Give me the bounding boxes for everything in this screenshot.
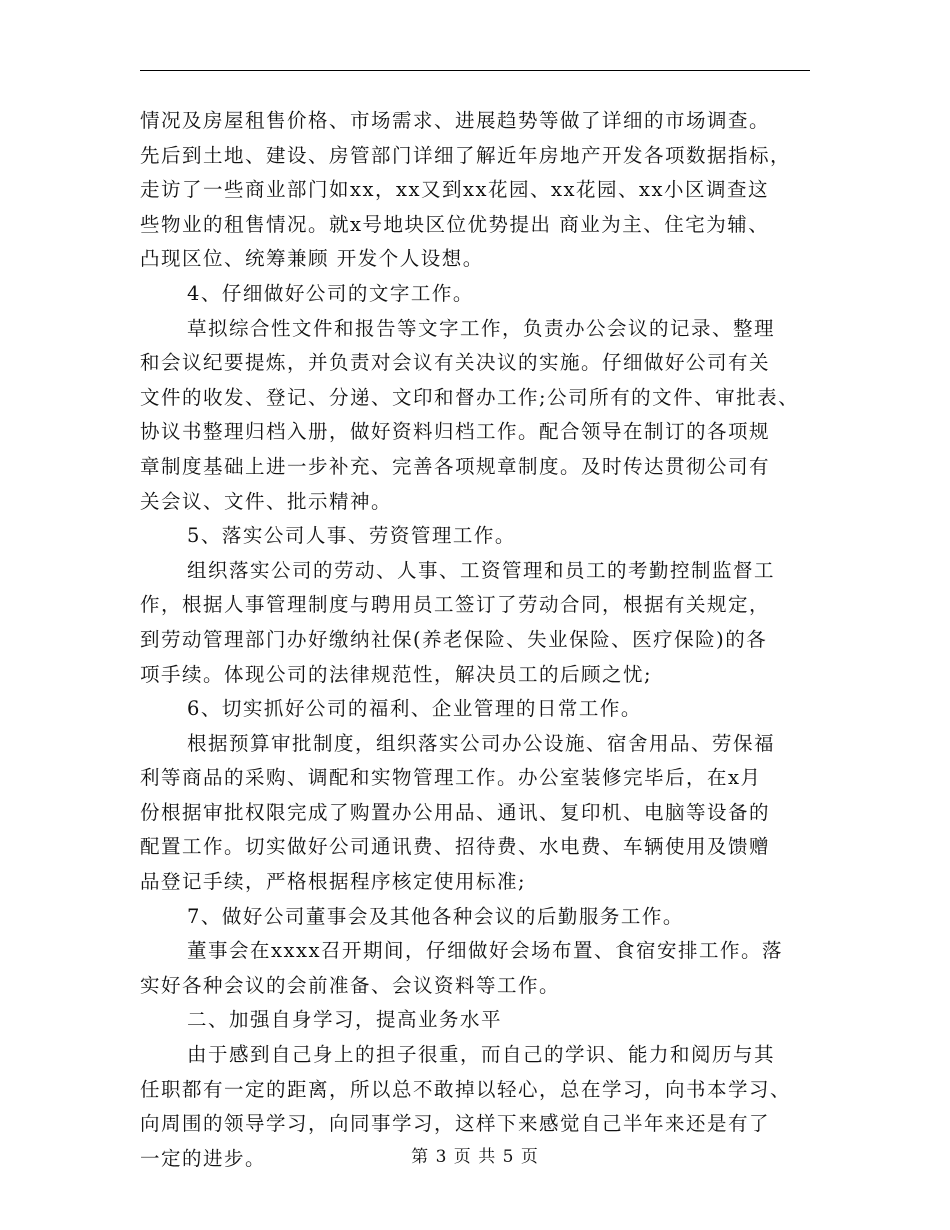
text-line: 些物业的租售情况。就x号地块区位优势提出 商业为主、住宅为辅、	[140, 212, 770, 236]
text-line: 根据预算审批制度，组织落实公司办公设施、宿舍用品、劳保福	[187, 731, 776, 755]
text-line: 品登记手续，严格根据程序核定使用标准;	[140, 870, 527, 894]
text-line: 由于感到自己身上的担子很重，而自己的学识、能力和阅历与其	[187, 1043, 776, 1067]
section-heading: 7、做好公司董事会及其他各种会议的后勤服务工作。	[187, 904, 684, 928]
text-line: 凸现区位、统筹兼顾 开发个人设想。	[140, 247, 484, 271]
header-rule	[140, 70, 810, 71]
text-line: 实好各种会议的会前准备、会议资料等工作。	[140, 973, 561, 997]
text-line: 草拟综合性文件和报告等文字工作，负责办公会议的记录、整理	[187, 316, 776, 340]
text-line: 情况及房屋租售价格、市场需求、进展趋势等做了详细的市场调查。	[140, 109, 771, 132]
section-heading: 6、切实抓好公司的福利、企业管理的日常工作。	[187, 697, 642, 721]
text-line: 向周围的领导学习，向同事学习，这样下来感觉自己半年来还是有了	[140, 1112, 771, 1136]
text-line: 组织落实公司的劳动、人事、工资管理和员工的考勤控制监督工	[187, 558, 776, 582]
section-heading: 4、仔细做好公司的文字工作。	[187, 281, 474, 305]
text-line: 文件的收发、登记、分递、文印和督办工作;公司所有的文件、审批表、	[140, 385, 800, 409]
page-footer: 第 3 页 共 5 页	[411, 1147, 539, 1167]
text-line: 配置工作。切实做好公司通讯费、招待费、水电费、车辆使用及馈赠	[140, 835, 771, 859]
text-line: 任职都有一定的距离，所以总不敢掉以轻心，总在学习，向书本学习、	[140, 1077, 792, 1101]
text-line: 和会议纪要提炼，并负责对会议有关决议的实施。仔细做好公司有关	[140, 351, 771, 375]
text-line: 作，根据人事管理制度与聘用员工签订了劳动合同，根据有关规定，	[140, 593, 771, 617]
document-body	[140, 104, 820, 1176]
text-line: 章制度基础上进一步补充、完善各项规章制度。及时传达贯彻公司有	[140, 454, 771, 478]
section-heading: 5、落实公司人事、劳资管理工作。	[187, 524, 516, 548]
text-line: 份根据审批权限完成了购置办公用品、通讯、复印机、电脑等设备的	[140, 800, 771, 824]
text-line: 关会议、文件、批示精神。	[140, 489, 393, 513]
text-line: 董事会在xxxx召开期间，仔细做好会场布置、食宿安排工作。落	[187, 939, 783, 963]
section-heading: 二、加强自身学习，提高业务水平	[187, 1008, 503, 1032]
text-line: 利等商品的采购、调配和实物管理工作。办公室装修完毕后，在x月	[140, 766, 762, 790]
text-line: 协议书整理归档入册，做好资料归档工作。配合领导在制订的各项规	[140, 420, 771, 444]
text-line: 先后到土地、建设、房管部门详细了解近年房地产开发各项数据指标，	[140, 143, 792, 167]
text-line: 项手续。体现公司的法律规范性，解决员工的后顾之忧;	[140, 662, 653, 686]
text-line: 到劳动管理部门办好缴纳社保(养老保险、失业保险、医疗保险)的各	[140, 627, 768, 651]
text-line: 走访了一些商业部门如xx，xx又到xx花园、xx花园、xx小区调查这	[140, 178, 769, 202]
text-line: 一定的进步。	[140, 1146, 267, 1170]
